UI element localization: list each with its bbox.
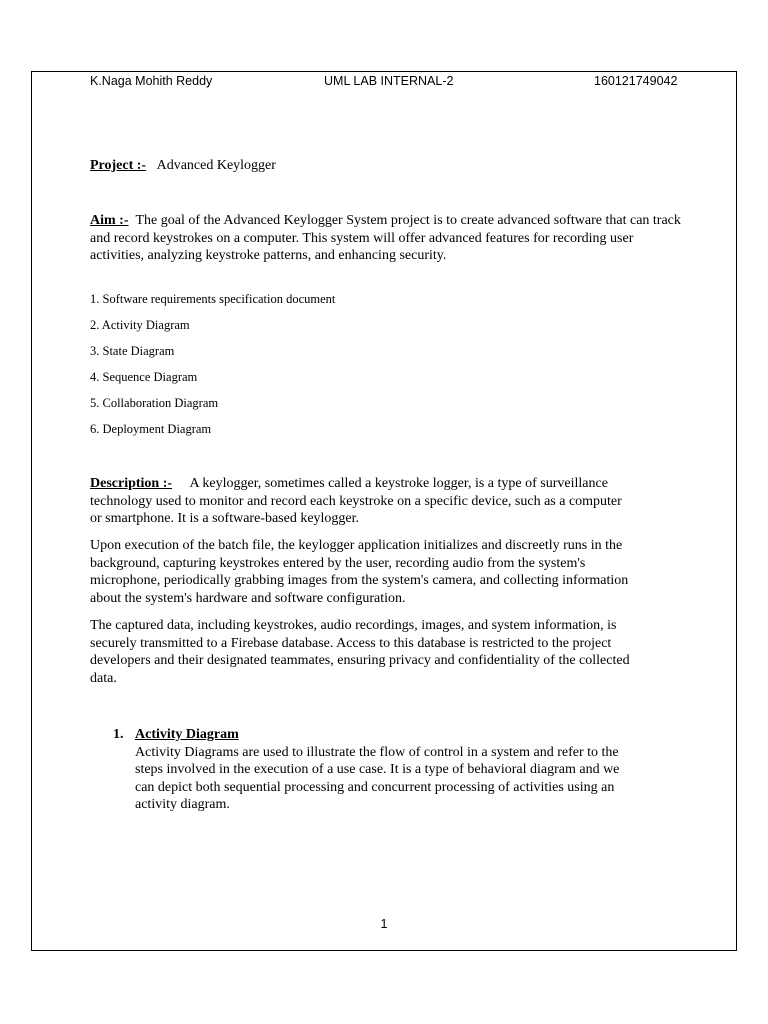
page-number: 1 (380, 917, 388, 931)
aim-label: Aim :- (90, 213, 129, 228)
aim-line-1 (90, 212, 681, 230)
project-value: Advanced Keylogger (156, 158, 276, 173)
description-p2-line-3: microphone, periodically grabbing images from the system's camera, and collecting information (90, 573, 629, 588)
project-label: Project :- (90, 158, 147, 173)
header-roll-number: 160121749042 (594, 74, 678, 88)
header-title: UML LAB INTERNAL-2 (324, 74, 454, 88)
contents-item-4: 4. Sequence Diagram (90, 370, 198, 384)
header-author: K.Naga Mohith Reddy (90, 74, 213, 88)
description-label: Description :- (90, 476, 173, 491)
aim-line-2: and record keystrokes on a computer. This system will offer advanced features for recording user (90, 230, 634, 246)
description-p3-line-2: securely transmitted to a Firebase database. Access to this database is restricted to the project (90, 635, 612, 651)
description-p3-line-3: developers and their designated teammates, ensuring privacy and confidentiality of the collected (90, 653, 630, 668)
contents-item-2: 2. Activity Diagram (90, 318, 190, 332)
section-1-heading: Activity Diagram (135, 727, 239, 742)
contents-item-5: 5. Collaboration Diagram (90, 396, 219, 410)
description-p2-line-2: background, capturing keystrokes entered by the user, recording audio from the system's (90, 555, 586, 571)
aim-line-3: activities, analyzing keystroke patterns, and enhancing security. (90, 248, 447, 263)
section-1-line-2: steps involved in the execution of a use case. It is a type of behavioral diagram and we (135, 762, 620, 777)
description-p3-line-1: The captured data, including keystrokes, audio recordings, images, and system information, is (90, 618, 617, 633)
section-1-number: 1. (113, 727, 124, 742)
aim-text-1: The goal of the Advanced Keylogger System project is to create advanced software that can track (135, 213, 681, 228)
project-line (90, 157, 276, 175)
description-line-3: or smartphone. It is a software-based keylogger. (90, 511, 360, 526)
contents-item-6: 6. Deployment Diagram (90, 422, 212, 436)
section-1-line-3: can depict both sequential processing and concurrent processing of activities using an (135, 779, 615, 795)
description-p2-line-1: Upon execution of the batch file, the keylogger application initializes and discreetly runs in the (90, 538, 623, 553)
contents-item-1: 1. Software requirements specification document (90, 292, 336, 306)
description-line-2: technology used to monitor and record each keystroke on a specific device, such as a computer (90, 493, 622, 509)
contents-item-3: 3. State Diagram (90, 344, 175, 358)
section-1-line-4: activity diagram. (135, 797, 230, 812)
description-text-1: A keylogger, sometimes called a keystroke logger, is a type of surveillance (189, 476, 608, 491)
description-line-1 (90, 475, 608, 493)
section-1-line-1: Activity Diagrams are used to illustrate the flow of control in a system and refer to the (135, 744, 619, 760)
description-p3-line-4: data. (90, 670, 117, 686)
description-p2-line-4: about the system's hardware and software configuration. (90, 590, 406, 606)
